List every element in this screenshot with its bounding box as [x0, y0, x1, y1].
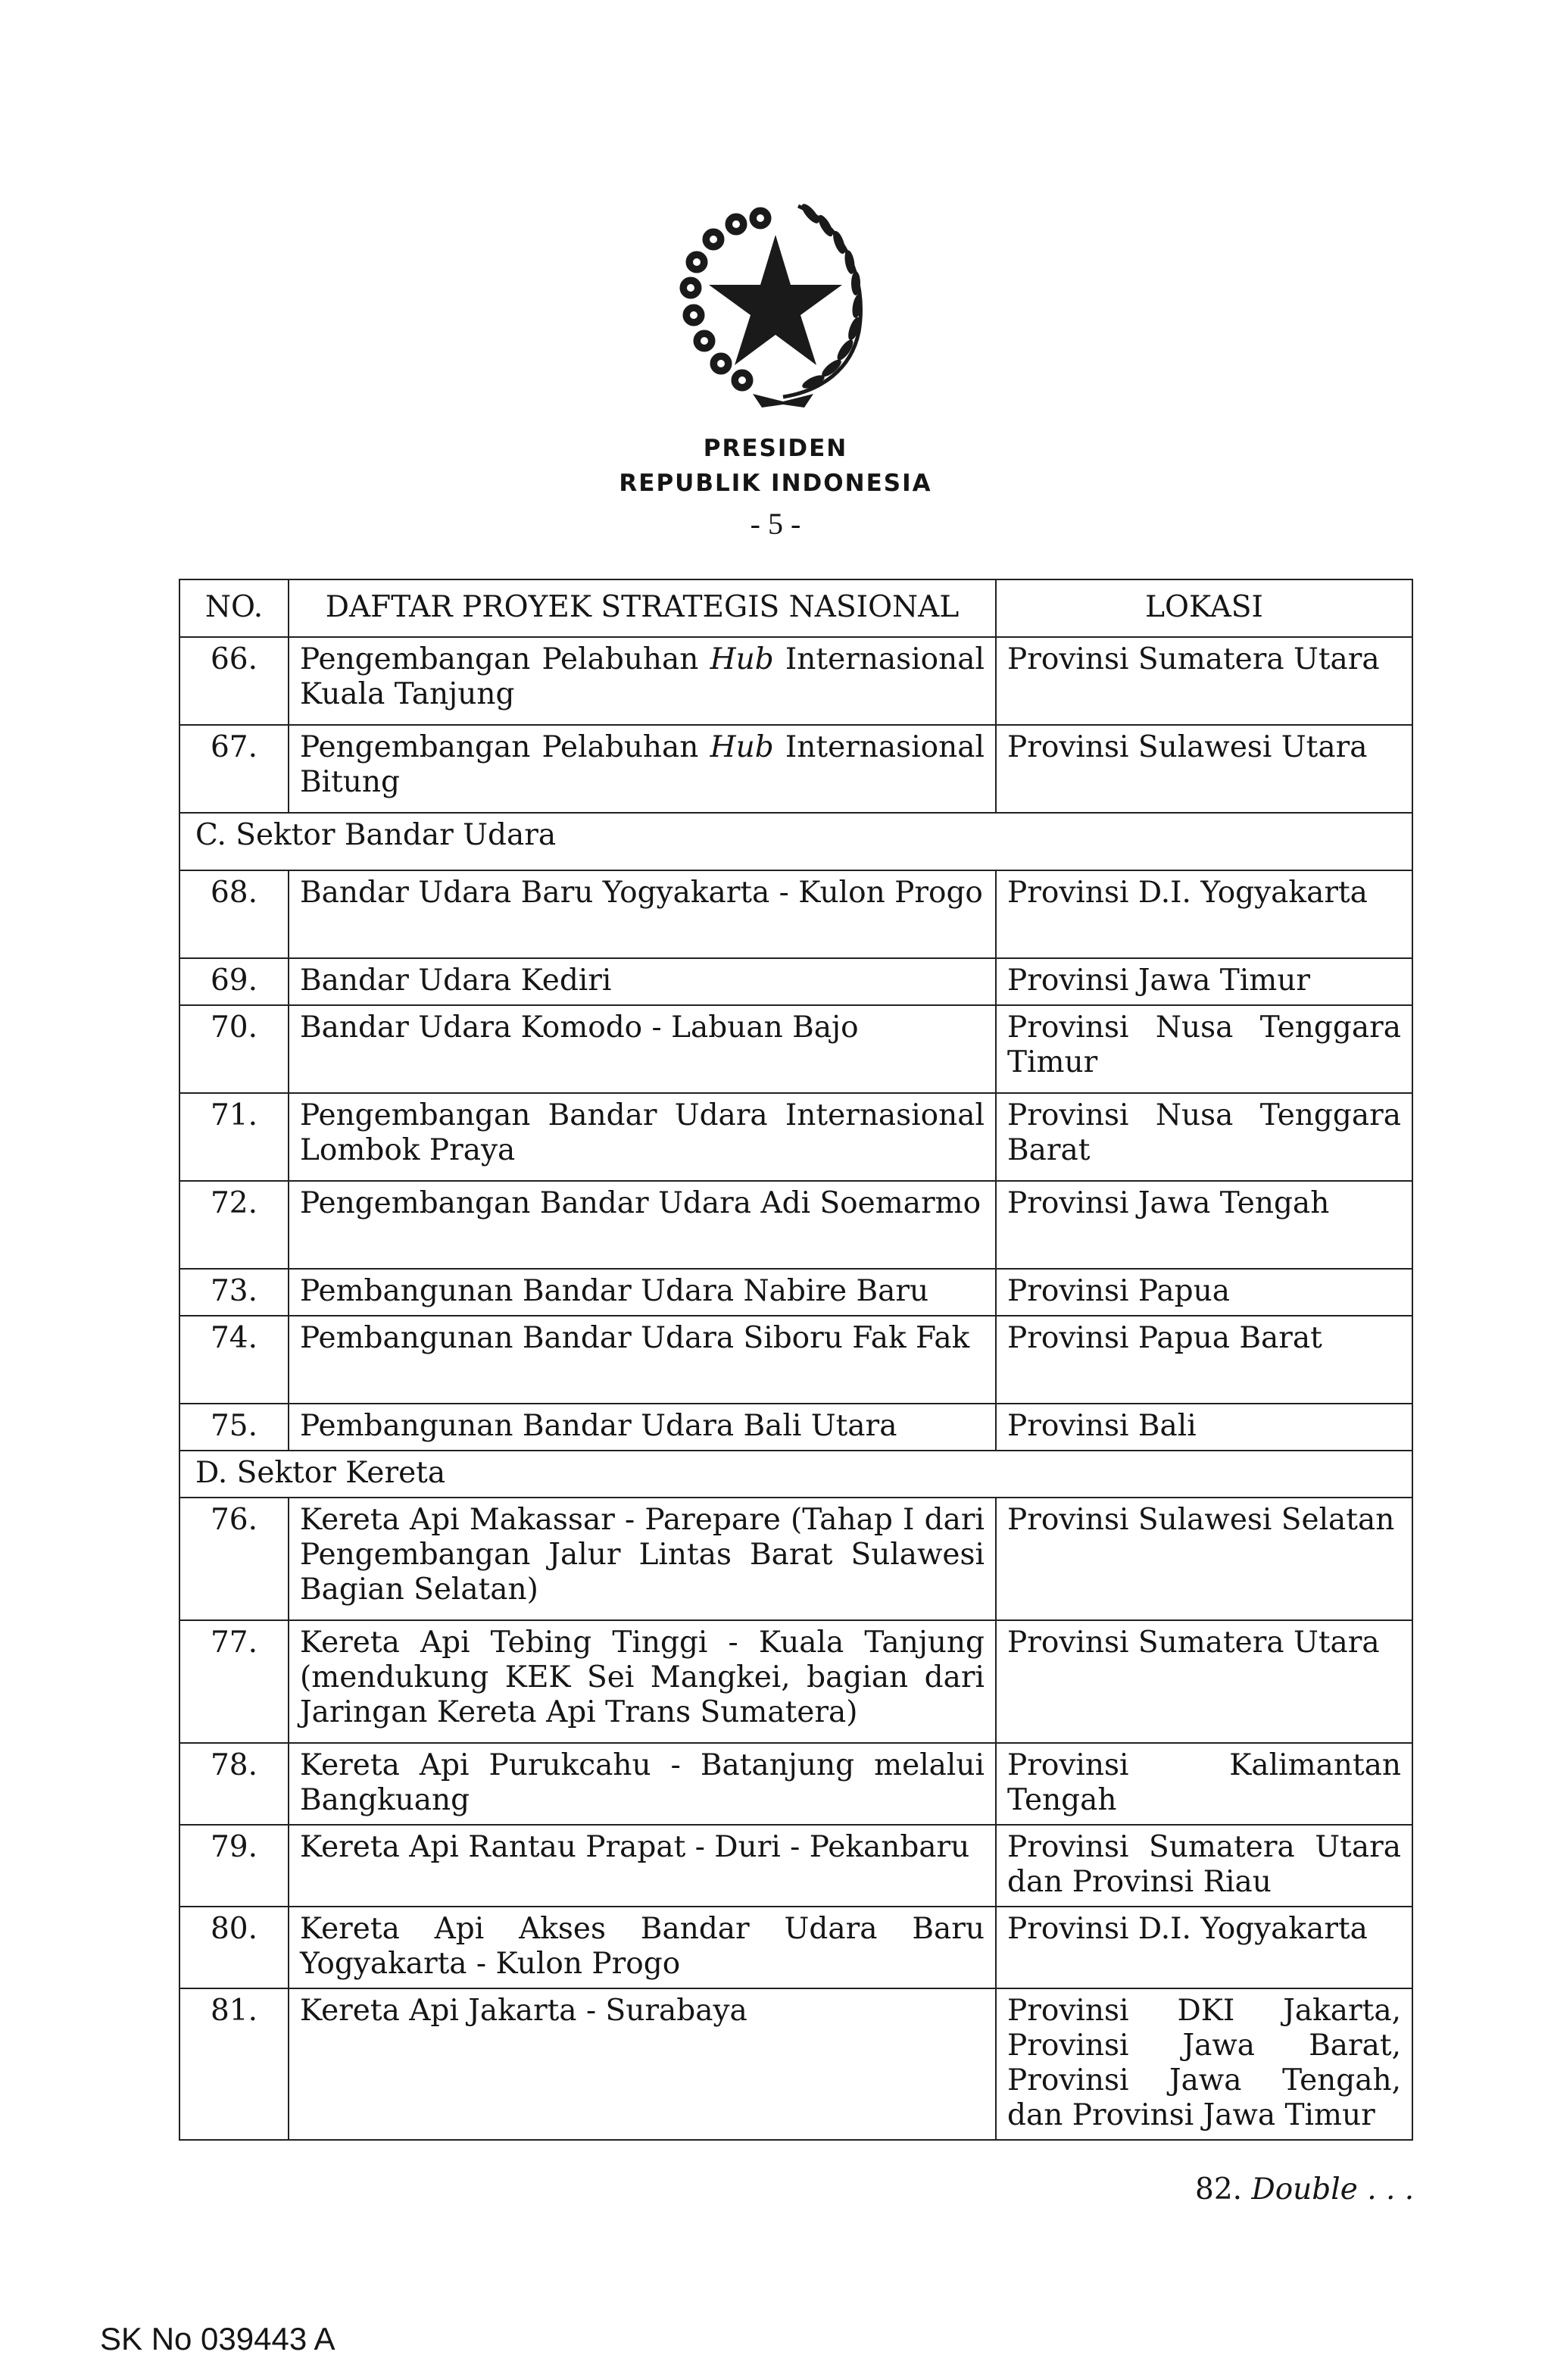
section-row [179, 1451, 1412, 1498]
row-number: 73. [179, 1269, 289, 1316]
row-number: 66. [179, 637, 289, 725]
row-number: 68. [179, 870, 289, 958]
column-header-location: LOKASI [996, 579, 1412, 637]
project-name: Kereta Api Rantau Prapat - Duri - Pekanbaru [289, 1825, 996, 1907]
row-number: 74. [179, 1316, 289, 1404]
document-serial-number: SK No 039443 A [100, 2321, 335, 2357]
project-name: Bandar Udara Komodo - Labuan Bajo [289, 1005, 996, 1093]
project-location: Provinsi D.I. Yogyakarta [996, 1907, 1412, 1988]
project-location: Provinsi D.I. Yogyakarta [996, 870, 1412, 958]
project-name [289, 637, 996, 725]
row-number: 69. [179, 958, 289, 1005]
table-row [179, 958, 1412, 1005]
continuation-note [1195, 2172, 1414, 2207]
table-row [179, 1825, 1412, 1907]
row-number: 72. [179, 1181, 289, 1269]
table-row [179, 637, 1412, 725]
project-location: Provinsi Nusa Tenggara Barat [996, 1093, 1412, 1181]
table-row [179, 1907, 1412, 1988]
project-name-italic: Hub [710, 642, 774, 676]
row-number: 81. [179, 1988, 289, 2140]
row-number: 77. [179, 1620, 289, 1743]
row-number: 79. [179, 1825, 289, 1907]
project-location: Provinsi Nusa Tenggara Timur [996, 1005, 1412, 1093]
project-table [179, 579, 1413, 2141]
project-location: Provinsi Sumatera Utara [996, 637, 1412, 725]
project-name: Pengembangan Bandar Udara Adi Soemarmo [289, 1181, 996, 1269]
project-location: Provinsi Sumatera Utara [996, 1620, 1412, 1743]
project-location: Provinsi Papua Barat [996, 1316, 1412, 1404]
row-number: 78. [179, 1743, 289, 1825]
section-row [179, 813, 1412, 870]
row-number: 70. [179, 1005, 289, 1093]
row-number: 67. [179, 725, 289, 813]
project-location: Provinsi Jawa Timur [996, 958, 1412, 1005]
table-row [179, 1181, 1412, 1269]
project-location: Provinsi Bali [996, 1404, 1412, 1451]
table-row [179, 1316, 1412, 1404]
section-title: C. Sektor Bandar Udara [179, 813, 1412, 870]
header-presiden: PRESIDEN [703, 435, 848, 462]
project-name: Kereta Api Makassar - Parepare (Tahap I dari Pengembangan Jalur Lintas Barat Sulawesi Bagian Selatan) [289, 1498, 996, 1620]
table-row [179, 1743, 1412, 1825]
project-name-rest: Internasional Kuala Tanjung [300, 642, 985, 711]
table-row [179, 1404, 1412, 1451]
table-row [179, 1093, 1412, 1181]
header-republik: REPUBLIK INDONESIA [619, 470, 932, 497]
project-name: Kereta Api Akses Bandar Udara Baru Yogyakarta - Kulon Progo [289, 1907, 996, 1988]
table-row [179, 1498, 1412, 1620]
page-number: - 5 - [750, 507, 801, 541]
project-name: Pembangunan Bandar Udara Bali Utara [289, 1404, 996, 1451]
continuation-number: 82. [1195, 2172, 1243, 2207]
row-number: 75. [179, 1404, 289, 1451]
section-title: D. Sektor Kereta [179, 1451, 1412, 1498]
project-name-part: Pengembangan Pelabuhan [300, 730, 699, 764]
project-name [289, 725, 996, 813]
row-number: 71. [179, 1093, 289, 1181]
row-number: 76. [179, 1498, 289, 1620]
project-location: Provinsi Kalimantan Tengah [996, 1743, 1412, 1825]
row-number: 80. [179, 1907, 289, 1988]
project-location: Provinsi Papua [996, 1269, 1412, 1316]
project-name-rest: Internasional Bitung [300, 730, 985, 799]
column-header-project: DAFTAR PROYEK STRATEGIS NASIONAL [289, 579, 996, 637]
project-name: Pembangunan Bandar Udara Siboru Fak Fak [289, 1316, 996, 1404]
table-row [179, 1269, 1412, 1316]
table-row [179, 1988, 1412, 2140]
project-name: Kereta Api Purukcahu - Batanjung melalui Bangkuang [289, 1743, 996, 1825]
table-header-row [179, 579, 1412, 637]
project-location: Provinsi Sumatera Utara dan Provinsi Riau [996, 1825, 1412, 1907]
project-name-part: Pengembangan Pelabuhan [300, 642, 699, 676]
table-row [179, 1620, 1412, 1743]
project-name: Pengembangan Bandar Udara Internasional Lombok Praya [289, 1093, 996, 1181]
table-row [179, 870, 1412, 958]
presidential-emblem-icon [669, 195, 882, 415]
project-name: Bandar Udara Baru Yogyakarta - Kulon Progo [289, 870, 996, 958]
continuation-text: Double . . . [1251, 2172, 1415, 2207]
project-location: Provinsi DKI Jakarta, Provinsi Jawa Barat, Provinsi Jawa Tengah, dan Provinsi Jawa Timur [996, 1988, 1412, 2140]
table-row [179, 1005, 1412, 1093]
project-name: Kereta Api Jakarta - Surabaya [289, 1988, 996, 2140]
project-location: Provinsi Sulawesi Utara [996, 725, 1412, 813]
project-name: Pembangunan Bandar Udara Nabire Baru [289, 1269, 996, 1316]
project-name-italic: Hub [710, 730, 774, 764]
project-location: Provinsi Jawa Tengah [996, 1181, 1412, 1269]
project-name: Bandar Udara Kediri [289, 958, 996, 1005]
project-location: Provinsi Sulawesi Selatan [996, 1498, 1412, 1620]
project-name: Kereta Api Tebing Tinggi - Kuala Tanjung (mendukung KEK Sei Mangkei, bagian dari Jaringan Kereta Api Trans Sumatera) [289, 1620, 996, 1743]
column-header-no: NO. [179, 579, 289, 637]
table-row [179, 725, 1412, 813]
